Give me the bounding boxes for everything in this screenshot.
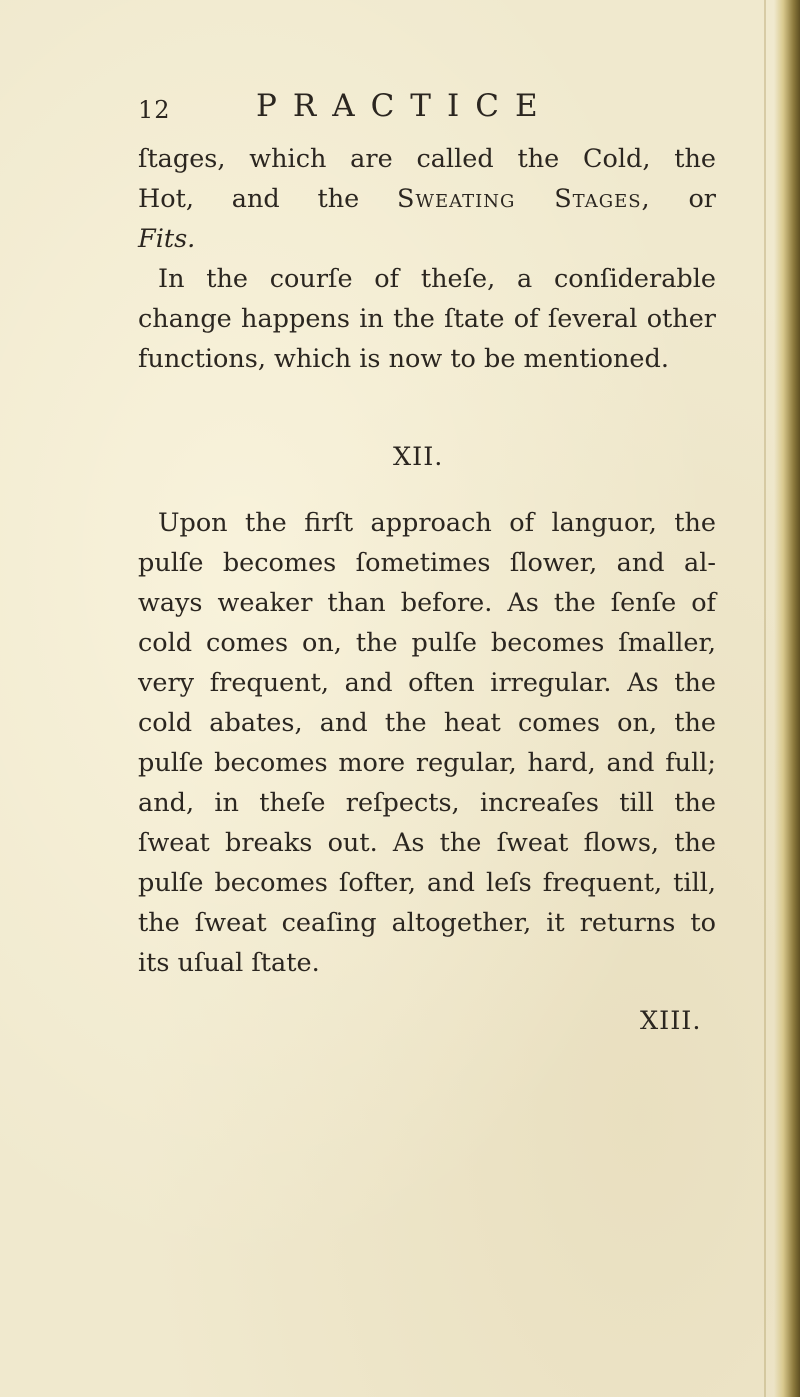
paragraph	[138, 503, 716, 983]
text-line: ways weaker than before. As the ſenſe of	[138, 588, 716, 618]
text-line: Upon the firſt approach of languor, the	[158, 508, 716, 538]
text-line: In the courſe of theſe, a conſiderable	[158, 264, 716, 294]
page-number: 12	[138, 96, 171, 124]
text-line: very frequent, and often irregular. As the	[138, 668, 716, 698]
section-heading-xiii: XIII.	[640, 1006, 702, 1036]
text-line: the ſweat ceaſing altogether, it returns to	[138, 908, 716, 938]
text-line: pulſe becomes more regular, hard, and full;	[138, 748, 716, 778]
page-edge	[774, 0, 800, 1397]
text-line: functions, which is now to be mentioned.	[138, 344, 669, 374]
paragraph-continued	[138, 139, 716, 259]
text-line: cold comes on, the pulſe becomes ſmaller,	[138, 628, 716, 658]
text-line: cold abates, and the heat comes on, the	[138, 708, 716, 738]
text-line	[138, 179, 716, 219]
text-line: pulſe becomes ſofter, and leſs frequent, till,	[138, 868, 716, 898]
page-gutter-shadow	[764, 0, 766, 1397]
running-head	[138, 88, 658, 128]
running-title: PRACTICE	[256, 88, 554, 124]
paragraph	[138, 259, 716, 379]
text-line: ſtages, which are called the Cold, the	[138, 144, 716, 174]
text-line: and, in theſe reſpects, increaſes till the	[138, 788, 716, 818]
text-line: change happens in the ſtate of ſeveral other	[138, 304, 716, 334]
text-line: ſweat breaks out. As the ſweat flows, the	[138, 828, 716, 858]
text-line: pulſe becomes ſometimes ſlower, and al-	[138, 548, 716, 578]
text-line: Fits.	[138, 224, 196, 254]
section-heading-xii: XII.	[393, 442, 444, 472]
text-span-small-caps: Sweating Stages,	[397, 184, 651, 214]
text-line: its uſual ſtate.	[138, 948, 320, 978]
text-span: or	[650, 184, 716, 214]
text-span: Hot, and the	[138, 184, 398, 214]
